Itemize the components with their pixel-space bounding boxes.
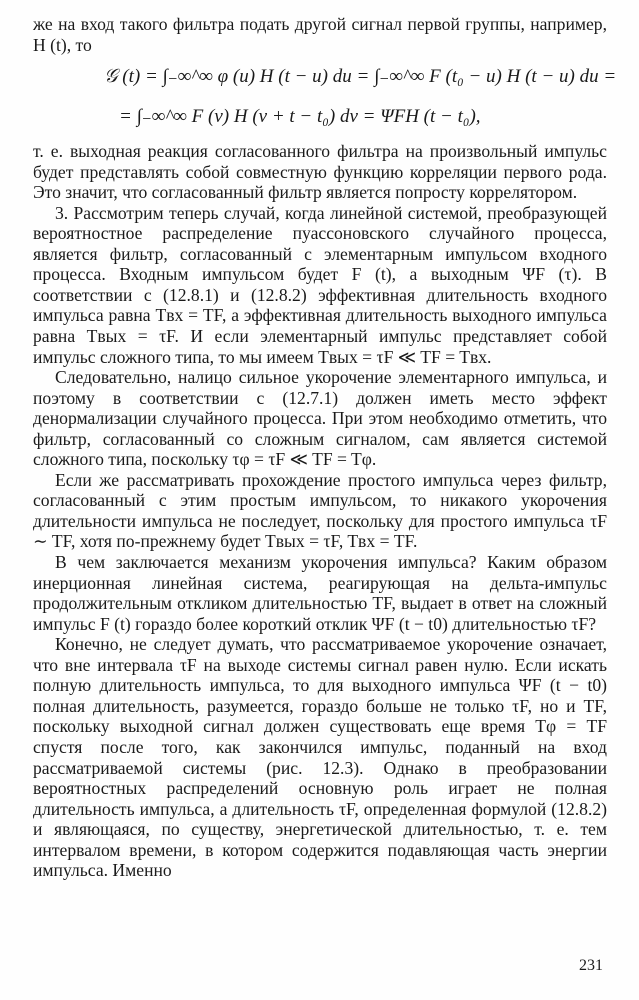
correlation-formula <box>33 63 617 131</box>
paragraph-intro: же на вход такого фильтра подать другой сигнал первой группы, например, H (t), то <box>33 14 607 55</box>
formula-line-2: = ∫₋∞^∞ F (v) H (v + t − t₀) dv = ΨFH (t − t₀), <box>119 106 481 128</box>
page-number: 231 <box>579 957 603 974</box>
paragraph-energy-duration: Конечно, не следует думать, что рассматриваемое укорочение означает, что вне интервала τF на выходе системы сигнал равен нулю. Если искать полную длительность импульса, то для выходного импульса ΨF (t − t0) полная длительность, разумеется, гораздо больше не только τF, но и TF, поскольку выходной сигнал должен существовать еще время Tφ = TF спустя после того, как закончился импульс, поданный на вход рассматриваемой системы (рис. 12.3). Однако в преобразовании вероятностных распределений основную роль играет не полная длительность импульса, а длительность τF, определенная формулой (12.8.2) и являющаяся, по существу, энергетической длительностью, т. е. тем интервалом времени, в котором содержится подавляющая часть энергии импульса. Именно <box>33 634 607 881</box>
paragraph-section-3: 3. Рассмотрим теперь случай, когда линейной системой, преобразующей вероятностное распределение пуассоновского случайного процесса, является фильтр, согласованный с элементарным импульсом входного процесса. Входным импульсом будет F (t), а выходным ΨF (τ). В соответствии с (12.8.1) и (12.8.2) эффективная длительность входного импульса равна Tвх = TF, а эффективная длительность выходного импульса равна Tвых = τF. И если элементарный импульс представляет собой импульс сложного типа, то мы имеем Tвых = τF ≪ TF = Tвх. <box>33 202 607 367</box>
paragraph-simple-pulse: Если же рассматривать прохождение простого импульса через фильтр, согласованный с этим простым импульсом, то никакого укорочения длительности импульса не последует, поскольку для простого импульса τF ∼ TF, хотя по-прежнему будет Tвых = τF, Tвх = TF. <box>33 469 607 552</box>
paragraph-correlator: т. е. выходная реакция согласованного фильтра на произвольный импульс будет представлять собой совместную функцию корреляции первого рода. Это значит, что согласованный фильтр является попросту коррелятором. <box>33 141 607 203</box>
paragraph-denormalization: Следовательно, налицо сильное укорочение элементарного импульса, и поэтому в соответствии с (12.7.1) должен иметь место эффект денормализации случайного процесса. При этом необходимо отметить, что фильтр, согласованный со сложным сигналом, сам является системой сложного типа, поскольку τφ = τF ≪ TF = Tφ. <box>33 367 607 470</box>
body-text <box>33 14 617 881</box>
paragraph-mechanism-question: В чем заключается механизм укорочения импульса? Каким образом инерционная линейная система, реагирующая на дельта-импульс продолжительным откликом длительностью TF, выдает в ответ на сложный импульс F (t) гораздо более короткий отклик ΨF (t − t0) длительностью τF? <box>33 552 607 634</box>
formula-line-1: 𝒢 (t) = ∫₋∞^∞ φ (u) H (t − u) du = ∫₋∞^∞ F (t₀ − u) H (t − u) du = <box>104 66 617 88</box>
